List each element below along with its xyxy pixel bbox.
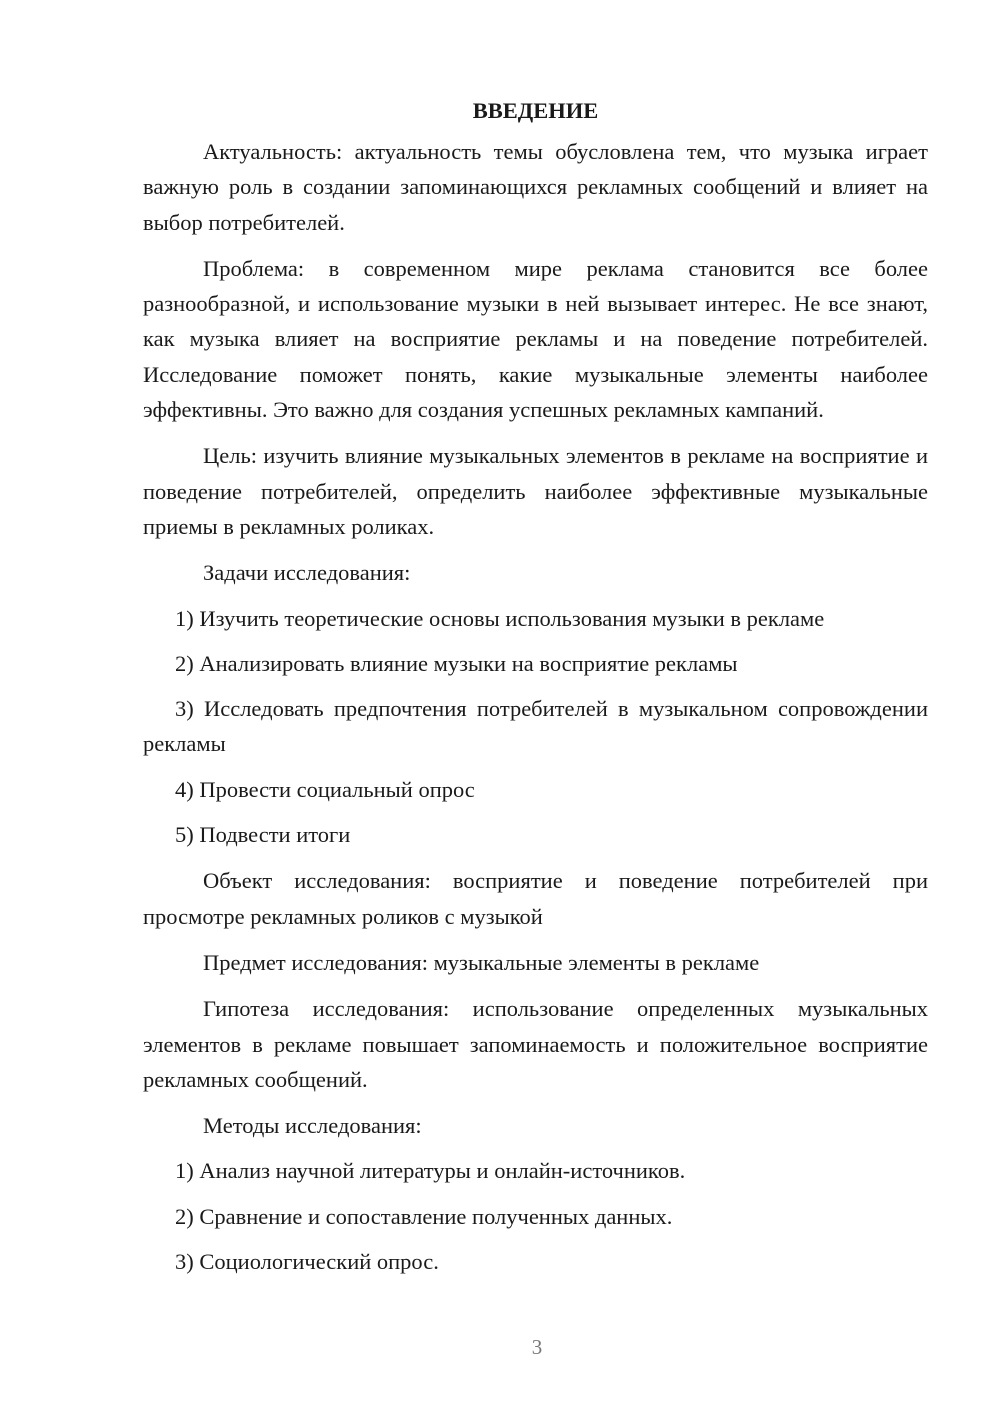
method-item: 2) Сравнение и сопоставление полученных данных.: [175, 1203, 673, 1229]
page-content: [143, 92, 928, 1279]
section-title: ВВЕДЕНИЕ: [472, 98, 599, 123]
method-item: 3) Социологический опрос.: [175, 1249, 439, 1275]
subject-paragraph: Предмет исследования: музыкальные элементы в рекламе: [203, 949, 760, 975]
methods-heading: Методы исследования:: [203, 1113, 422, 1139]
task-item: 4) Провести социальный опрос: [175, 776, 475, 802]
goal-paragraph: Цель: изучить влияние музыкальных элементов в рекламе на восприятие и поведение потребителей, определить наиболее эффективные музыкальные приемы в рекламных роликах.: [143, 443, 928, 539]
tasks-heading: Задачи исследования:: [203, 560, 411, 586]
task-item: 2) Анализировать влияние музыки на восприятие рекламы: [175, 650, 738, 676]
page-number: 3: [531, 1335, 543, 1359]
method-item: 1) Анализ научной литературы и онлайн-источников.: [175, 1158, 686, 1184]
object-paragraph: Объект исследования: восприятие и поведение потребителей при просмотре рекламных роликов с музыкой: [143, 868, 928, 929]
task-item: 5) Подвести итоги: [175, 822, 351, 848]
task-item: 3) Исследовать предпочтения потребителей в музыкальном сопровождении рекламы: [143, 696, 928, 757]
relevance-paragraph: Актуальность: актуальность темы обусловлена тем, что музыка играет важную роль в создании запоминающихся рекламных сообщений и влияет на выбор потребителей.: [143, 139, 928, 235]
task-item: 1) Изучить теоретические основы использования музыки в рекламе: [175, 605, 825, 631]
problem-paragraph: Проблема: в современном мире реклама становится все более разнообразной, и использование музыки в ней вызывает интерес. Не все знают, как музыка влияет на восприятие рекламы и на поведение потребителей. Исследование поможет понять, какие музыкальные элементы наиболее эффективны. Это важно для создания успешных рекламных кампаний.: [143, 255, 928, 423]
hypothesis-paragraph: Гипотеза исследования: использование определенных музыкальных элементов в рекламе повышает запоминаемость и положительное восприятие рекламных сообщений.: [143, 996, 928, 1092]
